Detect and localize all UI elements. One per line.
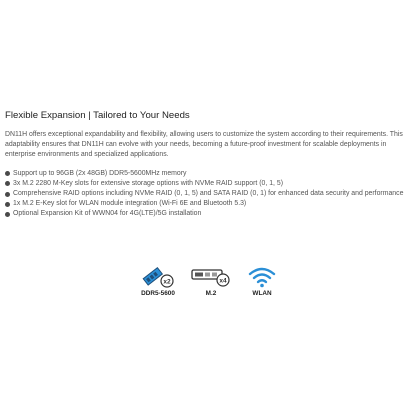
section-title: Flexible Expansion | Tailored to Your Needs bbox=[5, 110, 190, 121]
m2-ssd-icon bbox=[190, 266, 232, 288]
expansion-section bbox=[5, 110, 411, 220]
wifi-icon bbox=[247, 266, 277, 288]
ram-spec bbox=[138, 266, 178, 297]
feature-item: Support up to 96GB (2x 48GB) DDR5-5600MHz memory bbox=[5, 169, 411, 179]
ram-badge: x2 bbox=[163, 278, 171, 286]
feature-item: Optional Expansion Kit of WWN04 for 4G(LTE)/5G installation bbox=[5, 209, 411, 219]
section-description: DN11H offers exceptional expandability and flexibility, allowing users to customize the system according to their requirements. This adaptability ensures that DN11H can evolve with your needs, becoming a future-proof investment for scalable deployments in enterprise environments and specialized applications. bbox=[5, 131, 403, 159]
m2-spec bbox=[190, 266, 232, 297]
feature-list bbox=[5, 169, 411, 220]
feature-item: Comprehensive RAID options including NVMe RAID (0, 1, 5) and SATA RAID (0, 1) for enhanced data security and performance bbox=[5, 189, 411, 199]
feature-item: 1x M.2 E-Key slot for WLAN module integration (Wi-Fi 6E and Bluetooth 5.3) bbox=[5, 199, 411, 209]
m2-badge: x4 bbox=[219, 277, 227, 285]
m2-label: M.2 bbox=[205, 290, 217, 297]
feature-item: 3x M.2 2280 M-Key slots for extensive storage options with NVMe RAID support (0, 1, 5) bbox=[5, 179, 411, 189]
spec-icons-row bbox=[0, 266, 416, 306]
ram-label: DDR5-5600 bbox=[141, 290, 175, 297]
wlan-spec bbox=[245, 266, 279, 297]
wlan-label: WLAN bbox=[252, 290, 272, 297]
ram-module-icon bbox=[138, 266, 178, 288]
